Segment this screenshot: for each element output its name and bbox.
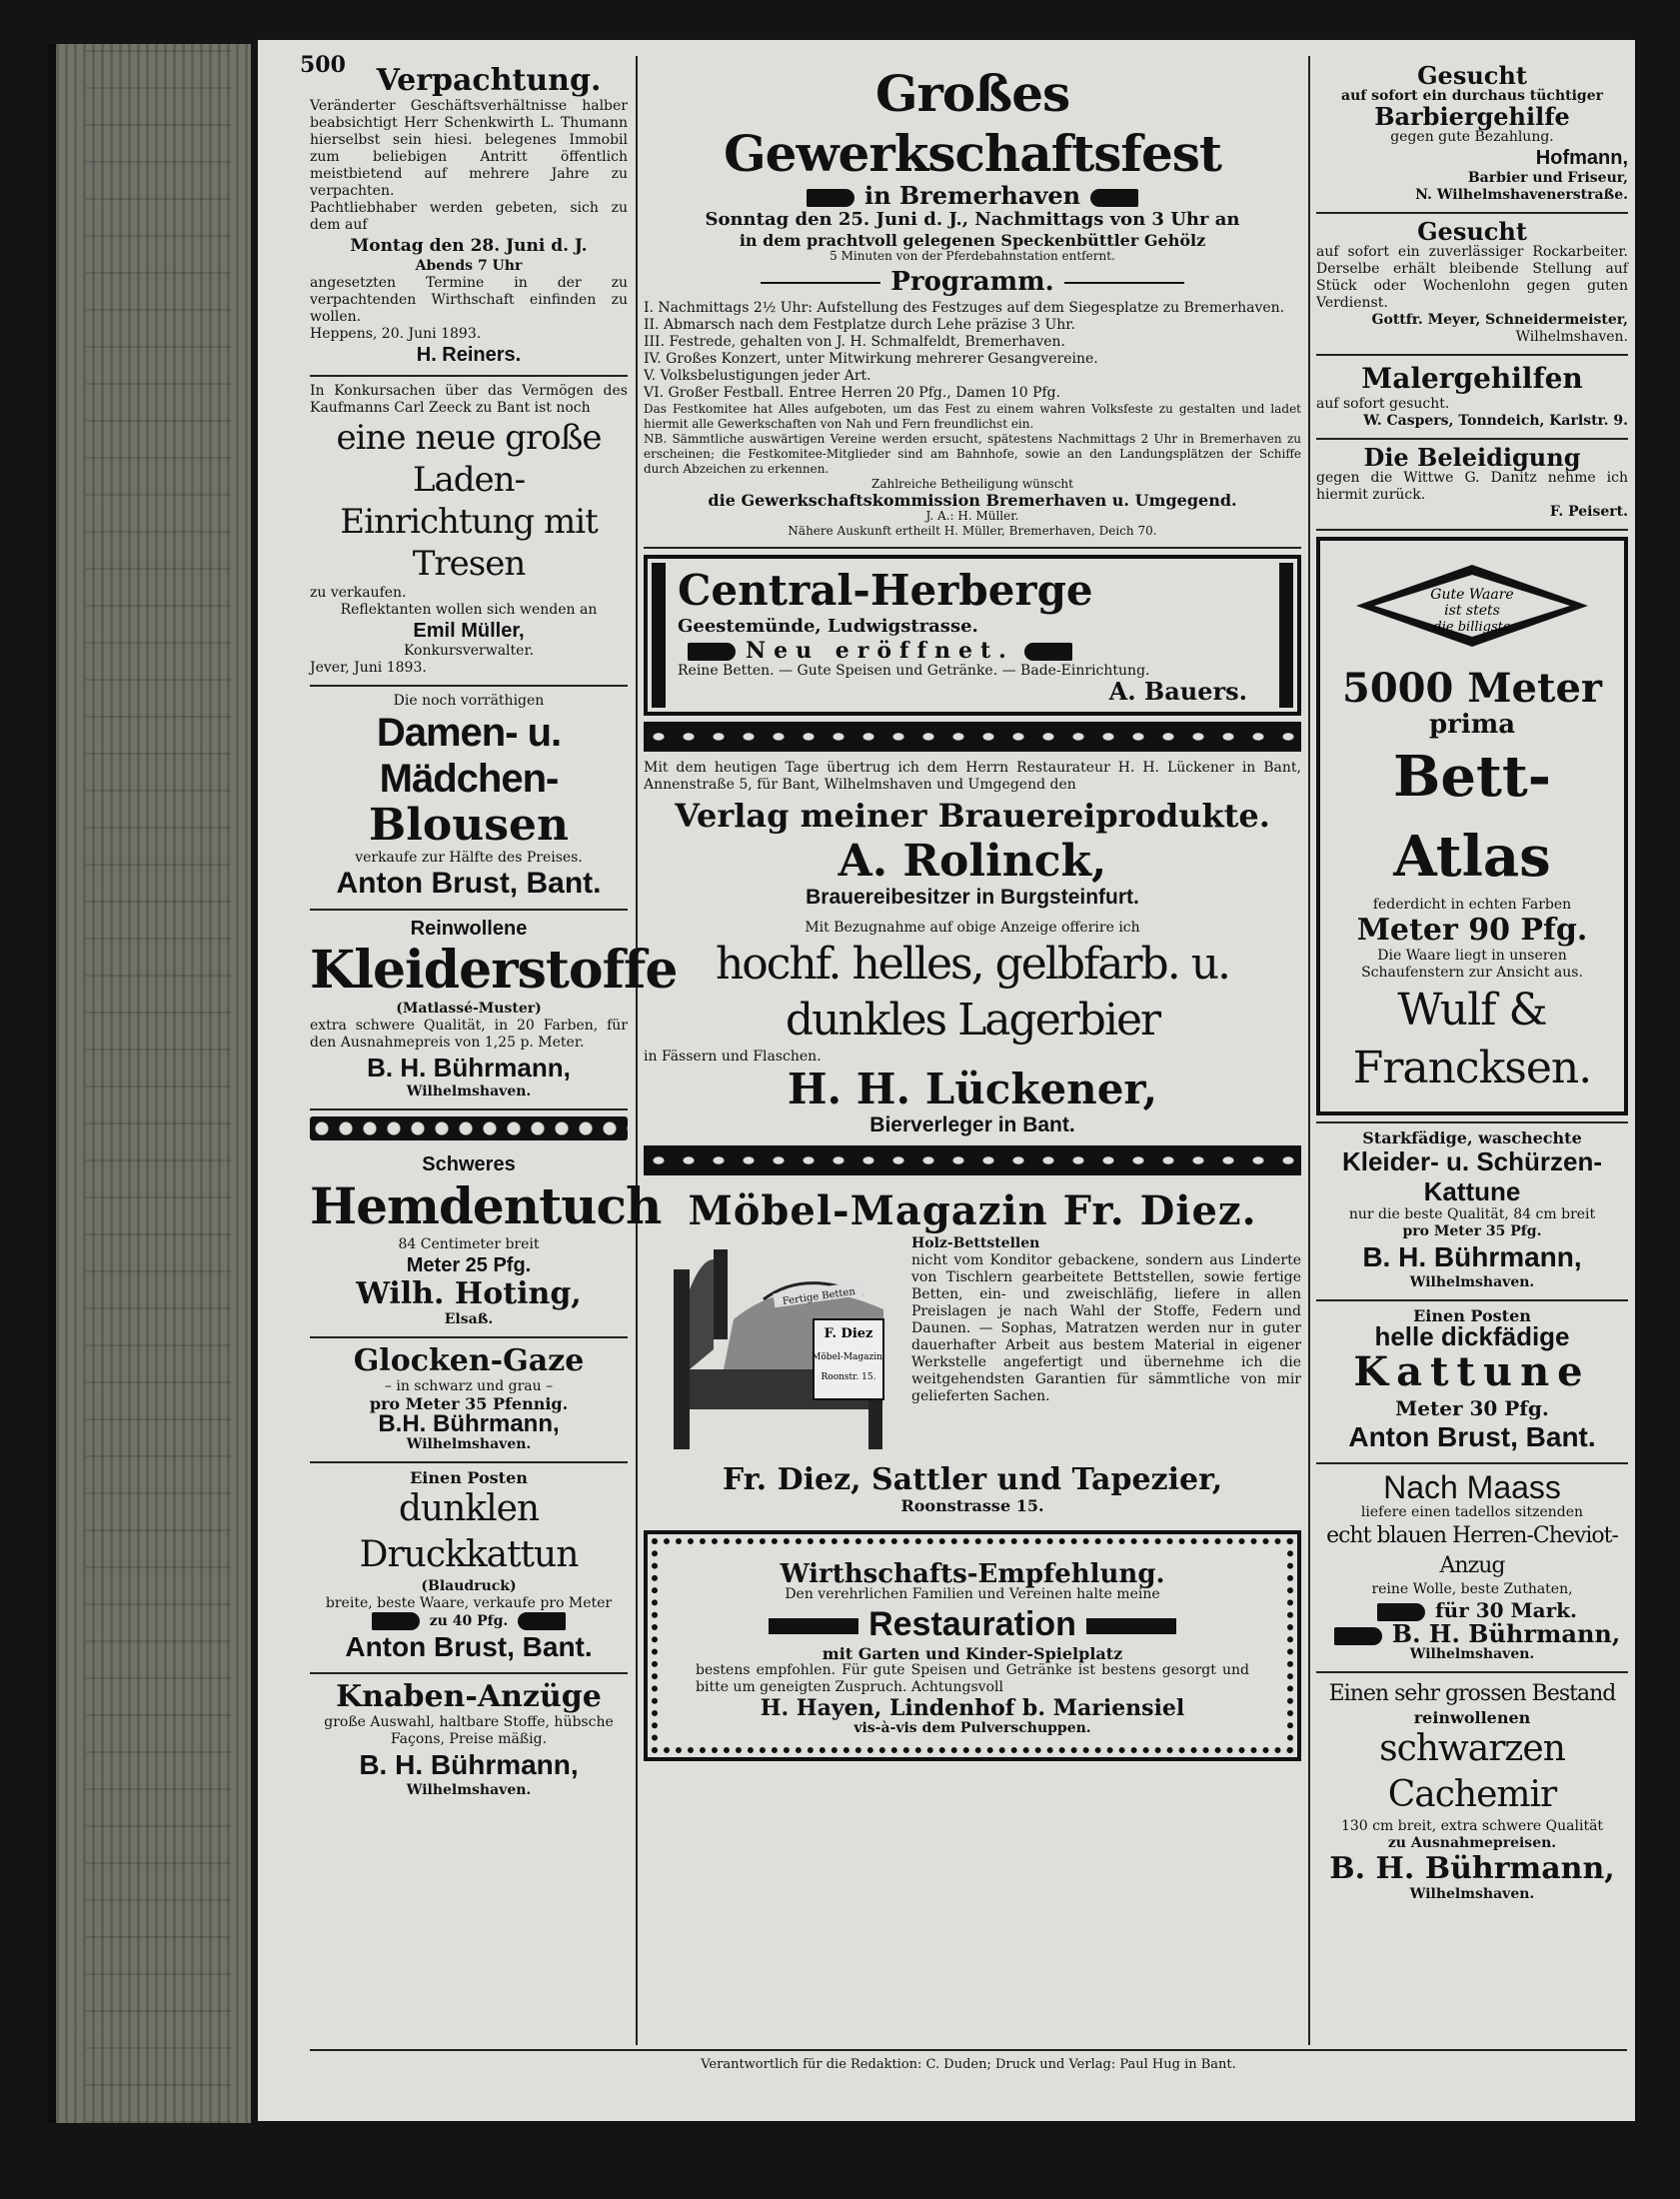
ornament-dots [310,1116,628,1140]
ad-kleiderstoffe [310,911,678,1110]
ad-title: Gesucht [1417,217,1527,246]
ad-sub: (Matlassé-Muster) [396,1001,542,1017]
bed-label: Möbel-Magazin, [812,1352,885,1362]
ad-headline: Blousen [369,800,569,851]
ad-nach-maass [1316,1464,1628,1673]
ad-headline: Kleider- u. Schürzen- [1341,1146,1603,1176]
spine-texture [86,44,231,2123]
ad-loc: vis-à-vis dem Pulverschuppen. [853,1720,1091,1736]
pointing-hand-right-icon [688,643,736,661]
ad-title: Malergehilfen [1361,362,1583,395]
ad-name: Emil Müller, [413,620,525,642]
ad-central-herberge [644,555,1301,716]
ad-wirthschaft [644,1530,1301,1761]
ad-text: federdicht in echten Farben [1372,897,1572,913]
ad-fine-print: NB. Sämmtliche auswärtigen Vereine werden ersucht, spätestens Nachmittags 2 Uhr in Bremerhaven zu erscheinen; die Festkomitee-Mitglieder sind am Bahnhofe, sowie an den Landungsplätzen der Schiffe durch Abzeichen zu erkennen. [644,432,1301,476]
ad-sub: (Blaudruck) [421,1578,517,1594]
ad-fine-print: Zahlreiche Betheiligung wünscht [871,477,1073,491]
ad-headline: Nach Maass [1383,1469,1561,1505]
ad-place: in Bremerhaven [863,181,1081,210]
ad-text: große Auswahl, haltbare Stoffe, hübsche Façons, Preise mäßig. [324,1714,614,1747]
ornament-chain [644,1145,1301,1175]
ad-verpachtung [310,58,628,377]
ad-headline: Kattune [1353,1348,1591,1395]
ad-text: nur die beste Qualität, 84 cm breit [1348,1206,1596,1222]
ad-addr: N. Wilhelmshavenerstraße. [1415,187,1628,203]
pointing-hand-right-icon [1334,1627,1382,1645]
rule [1064,282,1184,284]
ad-place: Wilhelmshaven. [1409,1886,1535,1902]
ad-info: Nähere Auskunft ertheilt H. Müller, Bremerhaven, Deich 70. [788,524,1157,538]
ad-seller: Anton Brust, Bant. [1348,1421,1596,1452]
ad-text: Reine Betten. — Gute Speisen und Getränke. — Bade-Einrichtung. [678,663,1150,679]
ad-headline: Damen- u. Mädchen- [376,711,562,801]
ad-headline: Knaben-Anzüge [336,1679,602,1714]
page-number: 500 [300,52,346,78]
program-list [644,300,1301,402]
program-title: Programm. [890,267,1054,297]
ad-place: Wilhelmshaven. [406,1084,532,1100]
pointing-hand-right-icon [1377,1603,1425,1621]
ad-intro: helle dickfädige [1374,1321,1570,1351]
decorative-bar [769,1618,858,1634]
ad-place: Elsaß. [444,1311,494,1327]
ad-druckkattun [310,1463,628,1674]
decorative-bar [1086,1618,1176,1634]
ad-role: Barbier und Friseur, [1467,170,1628,186]
pointing-hand-left-icon [1090,189,1138,207]
ad-headline: echt blauen Herren-Cheviot-Anzug [1326,1523,1618,1578]
logo-text: die billigste [1433,620,1511,635]
ad-knaben [310,1674,628,1807]
ad-gesucht-rockarbeiter [1316,214,1628,356]
ad-laden [310,377,628,687]
ad-sign: J. A.: H. Müller. [925,509,1019,523]
ad-text: zu Ausnahmepreisen. [1387,1835,1557,1851]
ad-name: Hofmann, [1535,147,1628,169]
ad-intro: Reinwollene [410,918,528,940]
ad-seller: B.H. Bührmann, [378,1410,560,1437]
ad-role: Bierverleger in Bant. [869,1113,1075,1136]
ad-seller: Anton Brust, Bant. [345,1631,593,1662]
logo-diamond-image [1352,561,1592,651]
newspaper-page [258,40,1635,2121]
ad-intro: Starkfädige, waschechte [1362,1128,1582,1147]
ad-cachemir [1316,1673,1628,1911]
imprint-footer: Verantwortlich für die Redaktion: C. Duden; Druck und Verlag: Paul Hug in Bant. [310,2049,1627,2072]
ad-sub: – in schwarz und grau – [384,1378,554,1394]
ad-price: Meter 90 Pfg. [1356,913,1588,948]
bed-illustration [654,1239,903,1459]
ad-price-row [310,1612,628,1630]
ad-seller: B. H. Bührmann, [1362,1241,1582,1272]
ornament-chain [644,722,1301,752]
ad-text: Veränderter Geschäftsverhältnisse halber beabsichtigt Herr Schenkwirth L. Thumann hierselbst sein hiesi. belegenes Immobil zum beliebigen Antritt öffentlich meistbietend auf mehrere Jahre zu verpachten. [310,98,628,199]
ad-moebel-magazin [644,1181,1301,1522]
ad-place-date: Jever, Juni 1893. [310,660,427,676]
program-item: II. Abmarsch nach dem Festplatze durch Lehe präzise 3 Uhr. [644,317,1075,333]
ad-headline: hochf. helles, gelbfarb. u. dunkles Lagerbier [715,939,1230,1046]
ad-text: gegen gute Bezahlung. [1390,129,1554,145]
ad-text: breite, beste Waare, verkaufe pro Meter [325,1595,613,1611]
ad-sub: mit Garten und Kinder-Spielplatz [822,1644,1123,1663]
ad-name: Gottfr. Meyer, Schneidermeister, [1371,312,1628,328]
program-item: III. Festrede, gehalten von J. H. Schmalfeldt, Bremerhaven. [644,334,1065,350]
ad-headline: Hemdentuch [310,1176,662,1235]
logo-text: ist stets [1444,603,1500,619]
ad-rolinck [644,758,1301,1139]
ad-name: H. H. Lückener, [787,1065,1158,1113]
ad-headline: Einrichtung mit Tresen [340,502,598,584]
ad-title: Wirthschafts-Empfehlung. [780,1559,1165,1589]
ad-headline: Glocken-Gaze [353,1343,585,1378]
rule [761,282,880,284]
ad-malergehilfen [1316,356,1628,440]
program-item: I. Nachmittags 2½ Uhr: Aufstellung des Festzuges auf dem Siegesplatze zu Bremerhaven. [644,300,1285,316]
pointing-hand-right-icon [372,1612,420,1630]
ad-text: Die Waare liegt in unseren Schaufenstern zur Ansicht aus. [1361,948,1583,981]
ad-headline: Restauration [868,1605,1076,1643]
ad-text: bestens empfohlen. Für gute Speisen und Getränke ist bestens gesorgt und bitte um geneigten Zuspruch. Achtungsvoll [696,1662,1249,1695]
ad-text: liefere einen tadellos sitzenden [1360,1504,1584,1520]
column-left [310,58,678,1807]
ad-title: Central-Herberge [678,566,1093,615]
ad-text: Mit dem heutigen Tage übertrug ich dem Herrn Restaurateur H. H. Lückener in Bant, Annenstraße 5, für Bant, Wilhelmshaven und Umgegend den [644,760,1301,793]
ad-intro: Einen sehr grossen Bestand [1328,1681,1616,1706]
logo-diamond [1352,561,1592,651]
ad-text: angesetzten Termine in der zu verpachtenden Wirthschaft einfinden zu wollen. [310,275,628,325]
ad-headline: Bett-Atlas [1393,744,1551,890]
ad-text: Mit Bezugnahme auf obige Anzeige offerire ich [805,920,1140,936]
ad-intro: Den verehrlichen Familien und Vereinen halte meine [785,1586,1160,1602]
ad-price: pro Meter 35 Pfg. [1402,1223,1542,1239]
ad-headline: schwarzen Cachemir [1379,1728,1565,1815]
ad-sub: Holz-Bettstellen [911,1235,1040,1251]
ad-place-date: Heppens, 20. Juni 1893. [310,326,482,342]
ad-seller: Anton Brust, Bant. [336,867,602,900]
ad-text: auf sofort ein zuverlässiger Rockarbeiter. Derselbe erhält bleibende Stellung auf Stück oder Wochenlohn gegen guten Verdienst. [1316,244,1628,311]
ad-gesucht-barbier [1316,58,1628,214]
ad-price: für 30 Mark. [1435,1598,1577,1622]
ad-headline: eine neue große Laden- [336,418,602,500]
ad-hemdentuch [310,1146,662,1338]
ad-headline: Barbiergehilfe [1374,102,1570,131]
ad-fine-print: Das Festkomitee hat Alles aufgeboten, um das Fest zu einem wahren Volksfeste zu gestalten und ladet hiermit alle Gewerkschaften von Nah und Fern freundlichst ein. [644,402,1301,431]
ad-intro: Einen Posten [410,1468,528,1487]
program-item: V. Volksbelustigungen jeder Art. [644,368,871,384]
ad-text: zu verkaufen. [310,585,407,601]
ad-venue: in dem prachtvoll gelegenen Speckenbüttler Gehölz [739,231,1206,250]
ad-title: Möbel-Magazin Fr. Diez. [688,1187,1257,1234]
ad-intro: Einen Posten [1413,1306,1531,1325]
ad-signer: H. Reiners. [416,344,522,366]
ad-place: Wilhelmshaven. [406,1436,532,1452]
ad-seller: Wulf & Francksen. [1352,985,1592,1094]
ad-seller: B. H. Bührmann, [1391,1619,1621,1648]
ad-price: zu 40 Pfg. [429,1613,509,1629]
ad-place: Wilhelmshaven. [1409,1274,1535,1290]
ad-bett-atlas [1316,537,1628,1115]
ad-time: Abends 7 Uhr [415,258,523,274]
ad-intro: Die noch vorräthigen [393,693,545,709]
ad-title: Die Beleidigung [1363,443,1581,472]
column-rule-left [636,56,638,2045]
ad-name: A. Rolinck, [838,836,1107,887]
ad-glocken-gaze [310,1338,628,1463]
ad-headline: Kattune [1423,1176,1521,1206]
ad-place: Wilhelmshaven. [1515,329,1628,345]
ad-kattune-hell [1316,1301,1628,1464]
ad-gewerkschaftsfest [644,58,1301,549]
ad-price: Meter 25 Pfg. [406,1254,532,1276]
ad-headline: dunklen Druckkattun [359,1488,579,1575]
ad-name: W. Caspers, Tonndeich, Karlstr. 9. [1363,413,1628,429]
ad-kattune-schuerzen [1316,1121,1628,1301]
ad-seller: B. H. Bührmann, [367,1053,571,1083]
pointing-hand-right-icon [807,189,854,207]
pointing-hand-left-icon [1024,643,1072,661]
bed-image [654,1239,903,1459]
ad-text: in Fässern und Flaschen. [644,1049,822,1065]
ad-text: auf sofort ein durchaus tüchtiger [1341,88,1603,104]
ad-note: 5 Minuten von der Pferdebahnstation entfernt. [830,249,1115,263]
bed-label: Fertige Betten [782,1285,856,1308]
ad-role: Brauereibesitzer in Burgsteinfurt. [806,886,1139,909]
column-middle [644,58,1301,1761]
ad-place: Wilhelmshaven. [406,1782,532,1798]
ad-text: 84 Centimeter breit [398,1236,540,1252]
ad-addr: Roonstrasse 15. [900,1496,1044,1515]
bed-label: F. Diez [824,1326,873,1341]
ad-title: Verpachtung. [376,63,602,98]
logo-text: Gute Waare [1430,587,1514,603]
program-item: VI. Großer Festball. Entree Herren 20 Pfg., Damen 10 Pfg. [644,385,1061,401]
ad-text: extra schwere Qualität, in 20 Farben, für den Ausnahmepreis von 1,25 p. Meter. [310,1018,628,1051]
ad-text: reine Wolle, beste Zuthaten, [1371,1581,1573,1597]
ad-title: Gesucht [1417,61,1527,90]
column-rule-right [1308,56,1310,2045]
ad-text: 130 cm breit, extra schwere Qualität [1340,1818,1604,1834]
ad-price: pro Meter 35 Pfennig. [369,1394,569,1413]
ad-seller: B. H. Bührmann, [1329,1851,1615,1886]
ad-seller: B. H. Bührmann, [359,1749,579,1780]
ad-title: Großes Gewerkschaftsfest [723,64,1221,183]
ad-name: F. Peisert. [1549,504,1628,520]
ad-beleidigung [1316,440,1628,531]
ad-role: Konkursverwalter. [403,643,535,659]
ad-headline: Verlag meiner Brauereiprodukte. [675,797,1270,835]
ad-text: Reflektanten wollen sich wenden an [340,602,598,618]
ad-sign: die Gewerkschaftskommission Bremerhaven u. Umgegend. [708,491,1237,510]
ad-intro: reinwollenen [1413,1708,1531,1727]
ad-text: gegen die Wittwe G. Danitz nehme ich hiermit zurück. [1316,470,1628,503]
ad-place: Wilhelmshaven. [1409,1646,1535,1662]
ad-text: nicht vom Konditor gebackene, sondern aus Linderte von Tischlern gearbeitete Bettstellen, sowie fertige Betten, ein- und zweischläfig, liefere in allen Preislagen je nach Wahl der Stoffe, Federn und Daunen. — Sophas, Matratzen werden nur in guter dauerhafter Arbeit aus bestem Material in eigener Werkstelle angefertigt und übernehme ich die weitgehendsten Garantien für sämmtliche von mir gelieferten Sachen. [911,1252,1301,1404]
ad-owner: A. Bauers. [1108,677,1247,706]
ad-headline: prima [1428,710,1516,740]
ad-text: auf sofort gesucht. [1316,396,1450,412]
ad-headline: Kleiderstoffe [310,940,678,1001]
ad-text: Pachtliebhaber werden gebeten, sich zu dem auf [310,200,628,233]
ad-sign: Fr. Diez, Sattler und Tapezier, [722,1462,1223,1497]
pointing-hand-left-icon [518,1612,566,1630]
bed-label: Roonstr. 15. [821,1372,876,1382]
program-item: IV. Großes Konzert, unter Mitwirkung mehrerer Gesangvereine. [644,351,1098,367]
ad-blousen [310,687,628,911]
column-right [1316,58,1628,1911]
ad-headline: 5000 Meter [1342,665,1602,712]
ad-date: Sonntag den 25. Juni d. J., Nachmittags von 3 Uhr an [705,209,1240,230]
ad-open: Neu eröffnet. [746,638,1014,664]
ad-text: verkaufe zur Hälfte des Preises. [355,850,583,866]
ad-price: Meter 30 Pfg. [1395,1396,1549,1420]
ad-date: Montag den 28. Juni d. J. [350,236,588,256]
ad-intro: Schweres [422,1153,516,1175]
book-spine [48,44,251,2123]
ad-place: Geestemünde, Ludwigstrasse. [678,616,978,637]
ad-text: In Konkursachen über das Vermögen des Kaufmanns Carl Zeeck zu Bant ist noch [310,383,628,416]
ad-sign: H. Hayen, Lindenhof b. Mariensiel [760,1695,1185,1721]
ad-seller: Wilh. Hoting, [356,1276,582,1311]
